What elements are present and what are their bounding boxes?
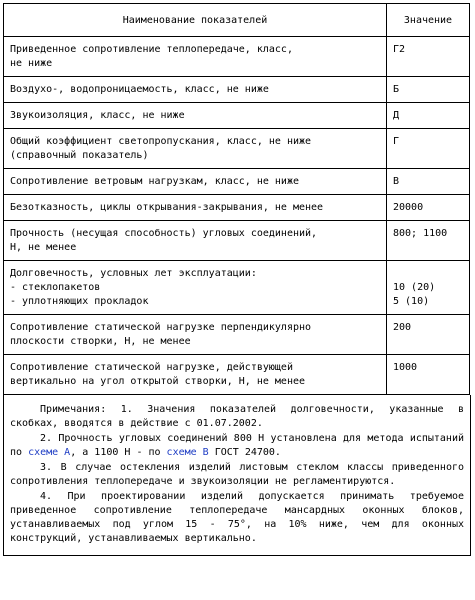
table-row (4, 355, 470, 395)
row-name: Долговечность, условных лет эксплуатации: - стеклопакетов - уплотняющих прокладок (4, 261, 387, 315)
header-value: Значение (387, 4, 470, 37)
table-header-row (4, 4, 470, 37)
table-row (4, 77, 470, 103)
table-row (4, 129, 470, 169)
row-name: Прочность (несущая способность) угловых соединений, Н, не менее (4, 221, 387, 261)
row-value: Д (387, 103, 470, 129)
indicators-table (3, 3, 470, 395)
table-row (4, 221, 470, 261)
row-value: Г (387, 129, 470, 169)
row-name: Воздухо-, водопроницаемость, класс, не ниже (4, 77, 387, 103)
row-value: В (387, 169, 470, 195)
row-value: Б (387, 77, 470, 103)
table-row (4, 169, 470, 195)
header-name: Наименование показателей (4, 4, 387, 37)
row-value: Г2 (387, 37, 470, 77)
table-row (4, 315, 470, 355)
table-row (4, 261, 470, 315)
note-2-text-a: 2. Прочность угловых соединений 800 Н установлена для метода испытаний по (10, 433, 464, 458)
note-2 (10, 432, 464, 460)
document (3, 3, 469, 556)
row-name: Общий коэффициент светопропускания, класс, не ниже (справочный показатель) (4, 129, 387, 169)
row-name: Звукоизоляция, класс, не ниже (4, 103, 387, 129)
row-name: Сопротивление статической нагрузке, действующей вертикально на угол открытой створки, Н, не менее (4, 355, 387, 395)
note-1: Примечания: 1. Значения показателей долговечности, указанные в скобках, вводятся в действие с 01.07.2002. (10, 404, 464, 429)
row-name: Сопротивление статической нагрузке перпендикулярно плоскости створки, Н, не менее (4, 315, 387, 355)
note-4: 4. При проектировании изделий допускается принимать требуемое приведенное сопротивление теплопередаче мансардных оконных блоков, устанавливаемых под углом 15 - 75°, на 10% ниже, чем для оконных конструкций, устанавливаемых вертикально. (10, 491, 464, 544)
note-3: 3. В случае остекления изделий листовым стеклом классы приведенного сопротивления теплопередаче и звукоизоляции не регламентируются. (10, 462, 464, 487)
row-value: 1000 (387, 355, 470, 395)
table-row (4, 37, 470, 77)
row-value: 20000 (387, 195, 470, 221)
table-row (4, 195, 470, 221)
row-name: Сопротивление ветровым нагрузкам, класс, не ниже (4, 169, 387, 195)
note-2-text-b: , а 1100 Н - по (70, 447, 167, 458)
row-value: 800; 1100 (387, 221, 470, 261)
row-name: Безотказность, циклы открывания-закрывания, не менее (4, 195, 387, 221)
row-name: Приведенное сопротивление теплопередаче, класс, не ниже (4, 37, 387, 77)
table-row (4, 103, 470, 129)
scheme-b-link[interactable]: схеме В (166, 447, 209, 458)
notes-block (3, 395, 471, 556)
row-value: 200 (387, 315, 470, 355)
row-value: 10 (20) 5 (10) (387, 261, 470, 315)
scheme-a-link[interactable]: схеме А (28, 447, 71, 458)
note-2-text-c: ГОСТ 24700. (208, 447, 281, 458)
